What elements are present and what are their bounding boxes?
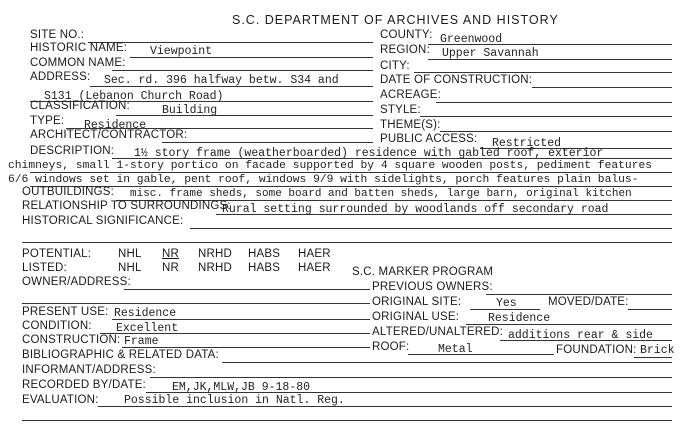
region-value: Upper Savannah [442,47,539,60]
altered-line [500,340,672,341]
construction-value: Frame [124,335,159,348]
description-label: DESCRIPTION: [30,145,115,157]
original-use-value: Residence [488,312,551,325]
classification-label: CLASSIFICATION: [30,100,130,112]
description-rule1 [112,158,672,159]
potential-haer: HAER [298,248,331,260]
classification-value: Building [162,104,218,117]
significance-line [190,228,672,229]
marker-program-label: S.C. MARKER PROGRAM [352,266,494,278]
architect-line [162,142,373,143]
altered-label: ALTERED/UNALTERED: [372,326,503,338]
themes-label: THEME(S): [380,119,441,131]
historic-name-label: HISTORIC NAME: [30,42,128,54]
recorded-label: RECORDED BY/DATE: [22,379,146,391]
architect-label: ARCHITECT/CONTRACTOR: [30,129,188,141]
type-label: TYPE: [30,115,65,127]
moved-date-label: MOVED/DATE: [548,296,629,308]
foundation-value: Brick [640,344,675,357]
recorded-line [146,392,672,393]
description-line3: 6/6 windows set in gable, pent roof, windows 9/9 with sidelights, porch features plain balus- [8,174,639,186]
common-name-line [112,70,373,71]
present-use-line [112,319,370,320]
public-access-value: Restricted [492,137,562,150]
bibliographic-line [222,362,672,363]
region-line [428,59,672,60]
relationship-line [216,214,672,215]
city-line [414,72,672,73]
address-line1: Sec. rd. 396 halfway betw. S34 and [104,74,339,87]
previous-owners-line [486,294,672,295]
listed-haer: HAER [298,262,331,274]
altered-value: additions rear & side [508,329,653,342]
county-label: COUNTY: [380,29,433,41]
roof-value: Metal [438,343,473,356]
construction-label: CONSTRUCTION: [22,334,121,346]
description-rule2 [30,172,672,173]
owner-line2 [22,303,370,304]
original-use-label: ORIGINAL USE: [372,311,460,323]
county-line [428,44,672,45]
site-no-line [88,42,373,43]
acreage-label: ACREAGE: [380,89,442,101]
construction-line [122,347,370,348]
original-site-label: ORIGINAL SITE: [372,296,462,308]
owner-line [124,289,370,290]
classification-line [116,115,373,116]
public-access-label: PUBLIC ACCESS: [380,133,478,145]
evaluation-label: EVALUATION: [22,394,99,406]
outbuildings-label: OUTBUILDINGS: [22,186,115,198]
moved-date-line [628,309,672,310]
original-use-line [466,324,672,325]
significance-line2 [22,242,672,243]
description-line1: 1½ story frame (weatherboarded) residence with gabled roof, exterior [134,147,604,160]
type-value: Residence [84,119,147,132]
region-label: REGION: [380,44,430,56]
county-value: Greenwood [440,33,503,46]
potential-nrhd: NRHD [198,248,233,260]
foundation-label: FOUNDATION: [556,344,637,356]
relationship-label: RELATIONSHIP TO SURROUNDINGS: [22,200,231,212]
condition-value: Excellent [116,322,179,335]
roof-line [408,354,554,355]
potential-nr: NR [162,248,180,260]
foundation-line [634,357,672,358]
style-line [420,116,672,117]
form-title: S.C. DEPARTMENT OF ARCHIVES AND HISTORY [232,13,559,27]
acreage-line [436,102,672,103]
potential-label: POTENTIAL: [22,248,92,260]
condition-label: CONDITION: [22,320,92,332]
recorded-value: EM,JK,MLW,JB 9-18-80 [172,381,311,394]
original-site-line [470,309,540,310]
present-use-label: PRESENT USE: [22,306,109,318]
owner-label: OWNER/ADDRESS: [22,276,131,288]
style-label: STYLE: [380,104,421,116]
condition-line [100,333,370,334]
listed-label: LISTED: [22,262,67,274]
outbuildings-value: misc. frame sheds, some board and batten sheds, large barn, original kitchen [130,188,632,200]
date-construction-label: DATE OF CONSTRUCTION: [380,74,533,86]
evaluation-line [98,406,672,407]
themes-line [440,131,672,132]
site-no-label: SITE NO.: [30,29,85,41]
date-construction-line [532,87,672,88]
evaluation-line2 [22,420,672,421]
listed-habs: HABS [248,262,281,274]
listed-nr: NR [162,262,180,274]
roof-label: ROOF: [372,341,410,353]
historic-name-value: Viewpoint [150,45,213,58]
significance-label: HISTORICAL SIGNIFICANCE: [22,215,184,227]
potential-habs: HABS [248,248,281,260]
description-line2: chimneys, small 1-story portico on facade supported by 4 square wooden posts, pediment features [8,160,653,172]
common-name-label: COMMON NAME: [30,57,126,69]
historic-name-line [130,57,373,58]
city-label: CITY: [380,60,410,72]
previous-owners-label: PREVIOUS OWNERS: [372,281,493,293]
description-rule3 [30,186,672,187]
listed-nhl: NHL [118,262,142,274]
address-line2: S131 (Lebanon Church Road) [44,90,224,103]
informant-label: INFORMANT/ADDRESS: [22,364,156,376]
bibliographic-label: BIBLIOGRAPHIC & RELATED DATA: [22,349,219,361]
address-label: ADDRESS: [30,71,91,83]
evaluation-value: Possible inclusion in Natl. Reg. [124,394,345,407]
relationship-value: Rural setting surrounded by woodlands off secondary road [222,203,609,216]
listed-nrhd: NRHD [198,262,233,274]
present-use-value: Residence [114,307,177,320]
original-site-value: Yes [496,297,517,310]
potential-nhl: NHL [118,248,142,260]
informant-line [150,377,672,378]
address-line1-rule [90,86,373,87]
